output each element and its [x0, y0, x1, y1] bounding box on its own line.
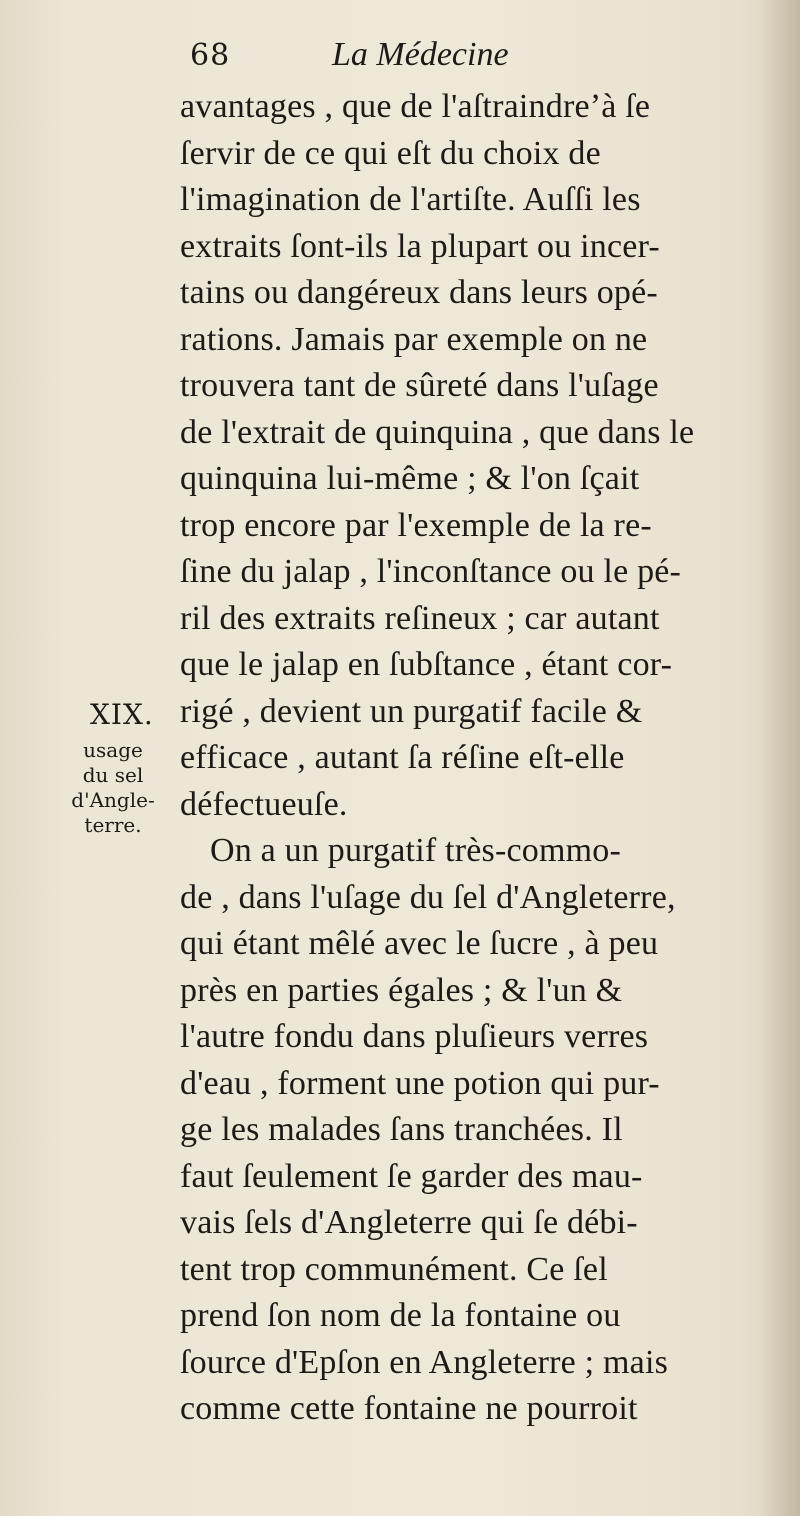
section-numeral: XIX.	[90, 698, 154, 731]
text-line: rations. Jamais par exemple on ne	[180, 320, 648, 358]
text-line: défectueuſe.	[180, 785, 348, 823]
text-line: près en parties égales ; & l'un &	[180, 971, 623, 1009]
text-line: trouvera tant de sûreté dans l'uſage	[180, 367, 659, 404]
text-line: comme cette fontaine ne pourroit	[180, 1390, 638, 1427]
margin-note-line: du sel	[82, 763, 144, 787]
text-line: avantages , que de l'aſtraindreʼà ſe	[180, 88, 651, 125]
text-line: tent trop communément. Ce ſel	[180, 1250, 608, 1288]
text-line: quinquina lui-même ; & l'on ſçait	[180, 460, 640, 497]
margin-note	[58, 738, 168, 838]
text-line: ſervir de ce qui eſt du choix de	[180, 134, 601, 172]
text-line: de , dans l'uſage du ſel d'Angleterre,	[180, 878, 676, 916]
text-line: l'autre fondu dans pluſieurs verres	[180, 1018, 649, 1055]
text-line: On a un purgatif très-commo-	[210, 832, 621, 869]
margin-note-line: d'Angle-	[71, 788, 155, 812]
text-line: faut ſeulement ſe garder des mau-	[180, 1157, 643, 1195]
text-line: trop encore par l'exemple de la re-	[180, 506, 652, 544]
text-line: l'imagination de l'artiſte. Auſſi les	[180, 181, 641, 218]
text-line: ſource d'Epſon en Angleterre ; mais	[180, 1343, 669, 1381]
text-line: de l'extrait de quinquina , que dans le	[180, 413, 695, 451]
text-line: ſine du jalap , l'inconſtance ou le pé-	[180, 553, 682, 590]
body-text	[180, 84, 770, 1433]
text-line: ge les malades ſans tranchées. Il	[180, 1111, 623, 1148]
text-line: efficace , autant ſa réſine eſt-elle	[180, 739, 625, 776]
running-title: La Médecine	[332, 36, 509, 73]
text-line: extraits ſont-ils la plupart ou incer-	[180, 227, 660, 265]
text-line: prend ſon nom de la fontaine ou	[180, 1297, 621, 1334]
text-line: ril des extraits reſineux ; car autant	[180, 599, 660, 637]
text-line: que le jalap en ſubſtance , étant cor-	[180, 646, 673, 683]
margin-note-line: terre.	[84, 813, 142, 837]
text-line: rigé , devient un purgatif facile &	[180, 692, 643, 730]
page-header	[190, 38, 750, 88]
text-line: vais ſels d'Angleterre qui ſe débi-	[180, 1204, 638, 1241]
text-line: qui étant mêlé avec le ſucre , à peu	[180, 925, 659, 962]
text-line: d'eau , forment une potion qui pur-	[180, 1064, 660, 1102]
page-number: 68	[190, 38, 231, 73]
margin-note-line: usage	[83, 738, 143, 762]
text-line: tains ou dangéreux dans leurs opé-	[180, 274, 658, 311]
